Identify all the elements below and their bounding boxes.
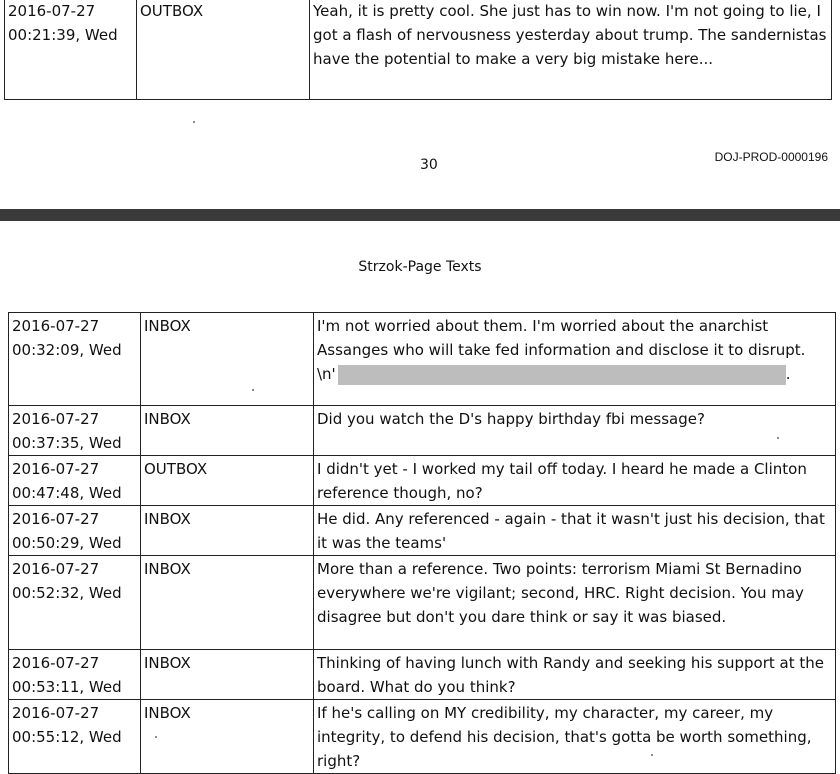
previous-page-table (4, 0, 832, 100)
scan-speck (651, 754, 653, 756)
message-cell (314, 313, 836, 406)
date-cell (9, 650, 141, 700)
box-cell: INBOX (141, 700, 314, 774)
date-cell (9, 406, 141, 456)
date-cell (9, 506, 141, 556)
box-cell: INBOX (141, 650, 314, 700)
date-cell (9, 556, 141, 650)
box-cell: OUTBOX (141, 456, 314, 506)
date-text: 2016-07-27 (12, 654, 100, 672)
message-cell: If he's calling on MY credibility, my character, my career, my integrity, to defend his decision, that's gotta be worth something, right? (314, 700, 836, 774)
date-text: 2016-07-27 (12, 317, 100, 335)
message-cell: More than a reference. Two points: terrorism Miami St Bernadino everywhere we're vigilant; second, HRC. Right decision. You may disagree but don't you dare think or say it was biased. (314, 556, 836, 650)
date-text: 2016-07-27 (12, 704, 100, 722)
table-row (5, 0, 832, 100)
page-separator (0, 209, 840, 221)
date-cell (9, 313, 141, 406)
bates-number: DOJ-PROD-0000196 (714, 150, 828, 164)
time-text: 00:47:48, Wed (12, 484, 122, 502)
date-text: 2016-07-27 (12, 510, 100, 528)
time-text: 00:21:39, Wed (8, 26, 118, 44)
date-cell (5, 0, 137, 100)
box-cell: OUTBOX (137, 0, 310, 100)
date-text: 2016-07-27 (12, 410, 100, 428)
document-title: Strzok-Page Texts (358, 259, 482, 275)
box-cell: INBOX (141, 406, 314, 456)
message-cell: He did. Any referenced - again - that it wasn't just his decision, that it was the teams' (314, 506, 836, 556)
message-text: I'm not worried about them. I'm worried about the anarchist Assanges who will take fed information and disclose it to disrupt. (317, 317, 806, 359)
date-cell (9, 700, 141, 774)
time-text: 00:53:11, Wed (12, 678, 122, 696)
messages-table (8, 312, 836, 774)
table-row (9, 313, 836, 406)
scan-speck (155, 736, 157, 738)
box-cell: INBOX (141, 506, 314, 556)
date-text: 2016-07-27 (12, 560, 100, 578)
time-text: 00:32:09, Wed (12, 341, 122, 359)
time-text: 00:37:35, Wed (12, 434, 122, 452)
page-number: 30 (420, 157, 438, 173)
message-cell: Yeah, it is pretty cool. She just has to win now. I'm not going to lie, I got a flash of nervousness yesterday about trump. The sandernistas have the potential to make a very big mistake here... (310, 0, 832, 100)
box-cell: INBOX (141, 556, 314, 650)
scan-speck (193, 121, 195, 123)
message-tail-suffix: . (785, 365, 791, 383)
table-row (9, 700, 836, 774)
date-text: 2016-07-27 (12, 460, 100, 478)
message-tail-prefix: \n' (317, 365, 336, 383)
table-row (9, 650, 836, 700)
redaction-block (338, 365, 786, 385)
time-text: 00:55:12, Wed (12, 728, 122, 746)
time-text: 00:52:32, Wed (12, 584, 122, 602)
scan-speck (777, 437, 779, 439)
table-row (9, 506, 836, 556)
table-row (9, 556, 836, 650)
message-cell: Thinking of having lunch with Randy and seeking his support at the board. What do you think? (314, 650, 836, 700)
message-cell: I didn't yet - I worked my tail off today. I heard he made a Clinton reference though, no? (314, 456, 836, 506)
time-text: 00:50:29, Wed (12, 534, 122, 552)
table-row (9, 456, 836, 506)
box-cell: INBOX (141, 313, 314, 406)
message-cell: Did you watch the D's happy birthday fbi message? (314, 406, 836, 456)
date-cell (9, 456, 141, 506)
date-text: 2016-07-27 (8, 2, 96, 20)
scan-speck (252, 389, 254, 391)
table-row (9, 406, 836, 456)
